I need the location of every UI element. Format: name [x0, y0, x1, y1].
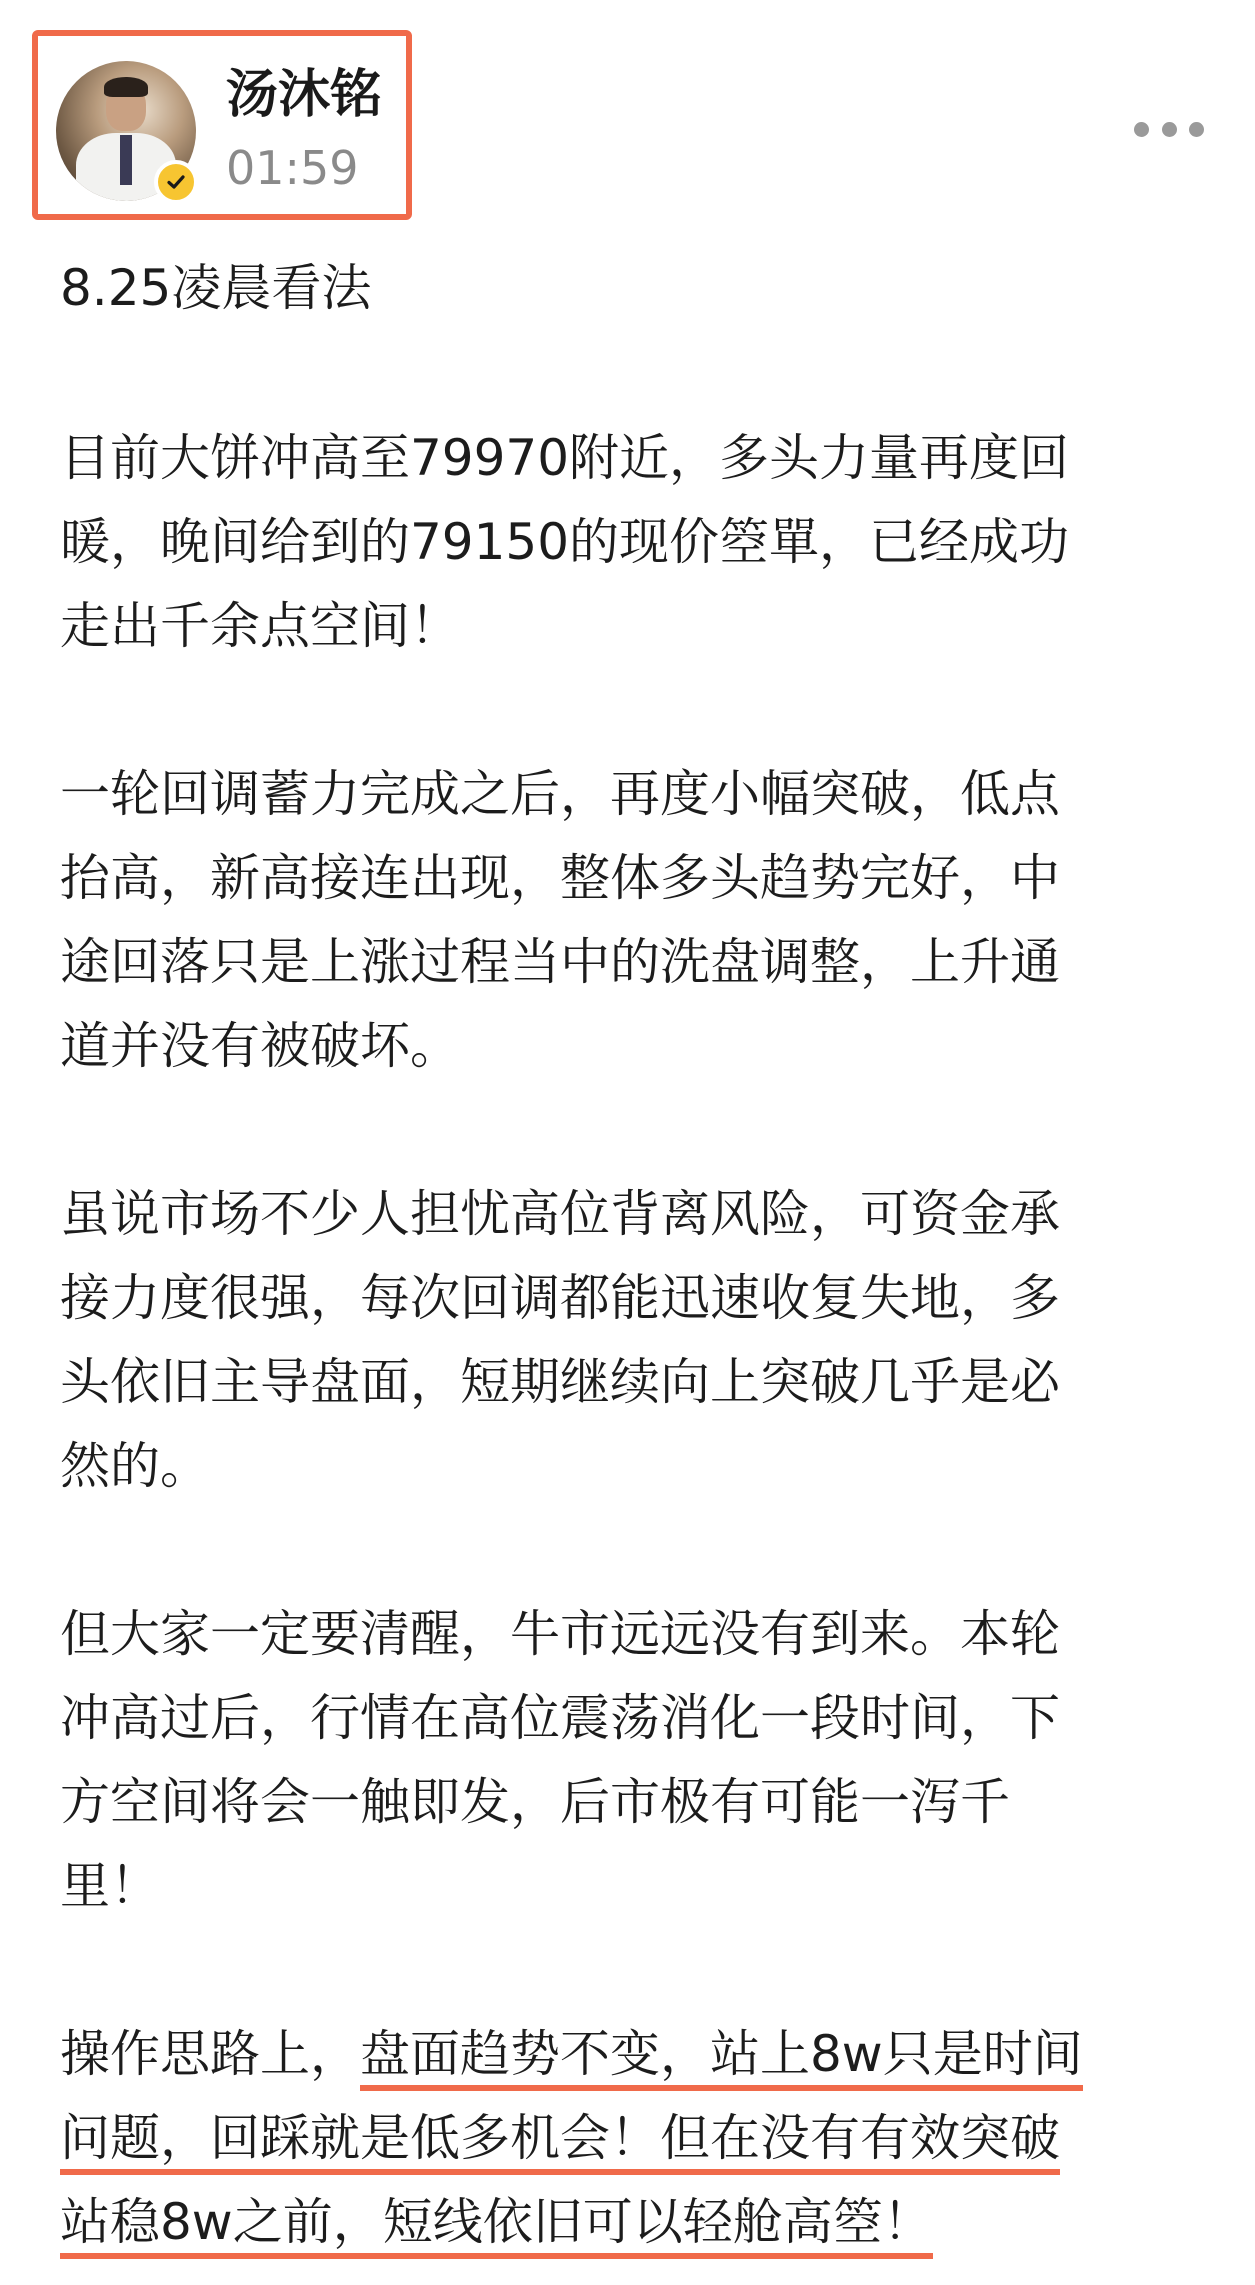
underlined-highlight: 站稳8w之前，短线依旧可以轻舱高箜！ [60, 2193, 933, 2259]
more-options-button[interactable] [1134, 115, 1204, 143]
post-text-line: 道并没有被破坏。 [60, 1017, 460, 1075]
avatar-tie [120, 135, 132, 185]
post-text-line-highlighted [60, 2096, 1060, 2180]
post-title: 8.25凌晨看法 [60, 259, 372, 317]
more-dot-icon [1162, 122, 1177, 137]
post-text-line: 走出千余点空间！ [60, 597, 460, 655]
post-text-line: 抬高，新高接连出现，整体多头趋势完好，中 [60, 849, 1060, 907]
verified-check-icon [154, 160, 198, 204]
post-text-line-highlighted [60, 2012, 1083, 2096]
post-text-line: 头依旧主导盘面，短期继续向上突破几乎是必 [60, 1353, 1060, 1411]
post-time: 01:59 [226, 141, 359, 195]
post-text-line: 但大家一定要清醒，牛市远远没有到来。本轮 [60, 1605, 1060, 1663]
post-text-line: 一轮回调蓄力完成之后，再度小幅突破，低点 [60, 765, 1060, 823]
post-text-line: 途回落只是上涨过程当中的洗盘调整，上升通 [60, 933, 1060, 991]
post-text-line: 接力度很强，每次回调都能迅速收复失地，多 [60, 1269, 1060, 1327]
underlined-highlight: 问题，回踩就是低多机会！但在没有有效突破 [60, 2109, 1060, 2175]
underlined-highlight: 盘面趋势不变，站上8w只是时间 [360, 2025, 1083, 2091]
avatar-hair [104, 77, 148, 97]
more-dot-icon [1189, 122, 1204, 137]
post-text-line: 暖，晚间给到的79150的现价箜單，已经成功 [60, 513, 1070, 571]
post-text-plain: 操作思路上， [60, 2025, 360, 2083]
post-text-line: 然的。 [60, 1437, 210, 1495]
post-text-line: 目前大饼冲高至79970附近，多头力量再度回 [60, 429, 1070, 487]
post-text-line: 里！ [60, 1857, 160, 1915]
author-name[interactable]: 汤沐铭 [226, 65, 383, 125]
post-text-line: 方空间将会一触即发，后市极有可能一泻千 [60, 1773, 1010, 1831]
post-text-line-highlighted [60, 2180, 933, 2264]
post-text-line: 冲高过后，行情在高位震荡消化一段时间，下 [60, 1689, 1060, 1747]
more-dot-icon [1134, 122, 1149, 137]
post-text-line: 虽说市场不少人担忧高位背离风险，可资金承 [60, 1185, 1060, 1243]
